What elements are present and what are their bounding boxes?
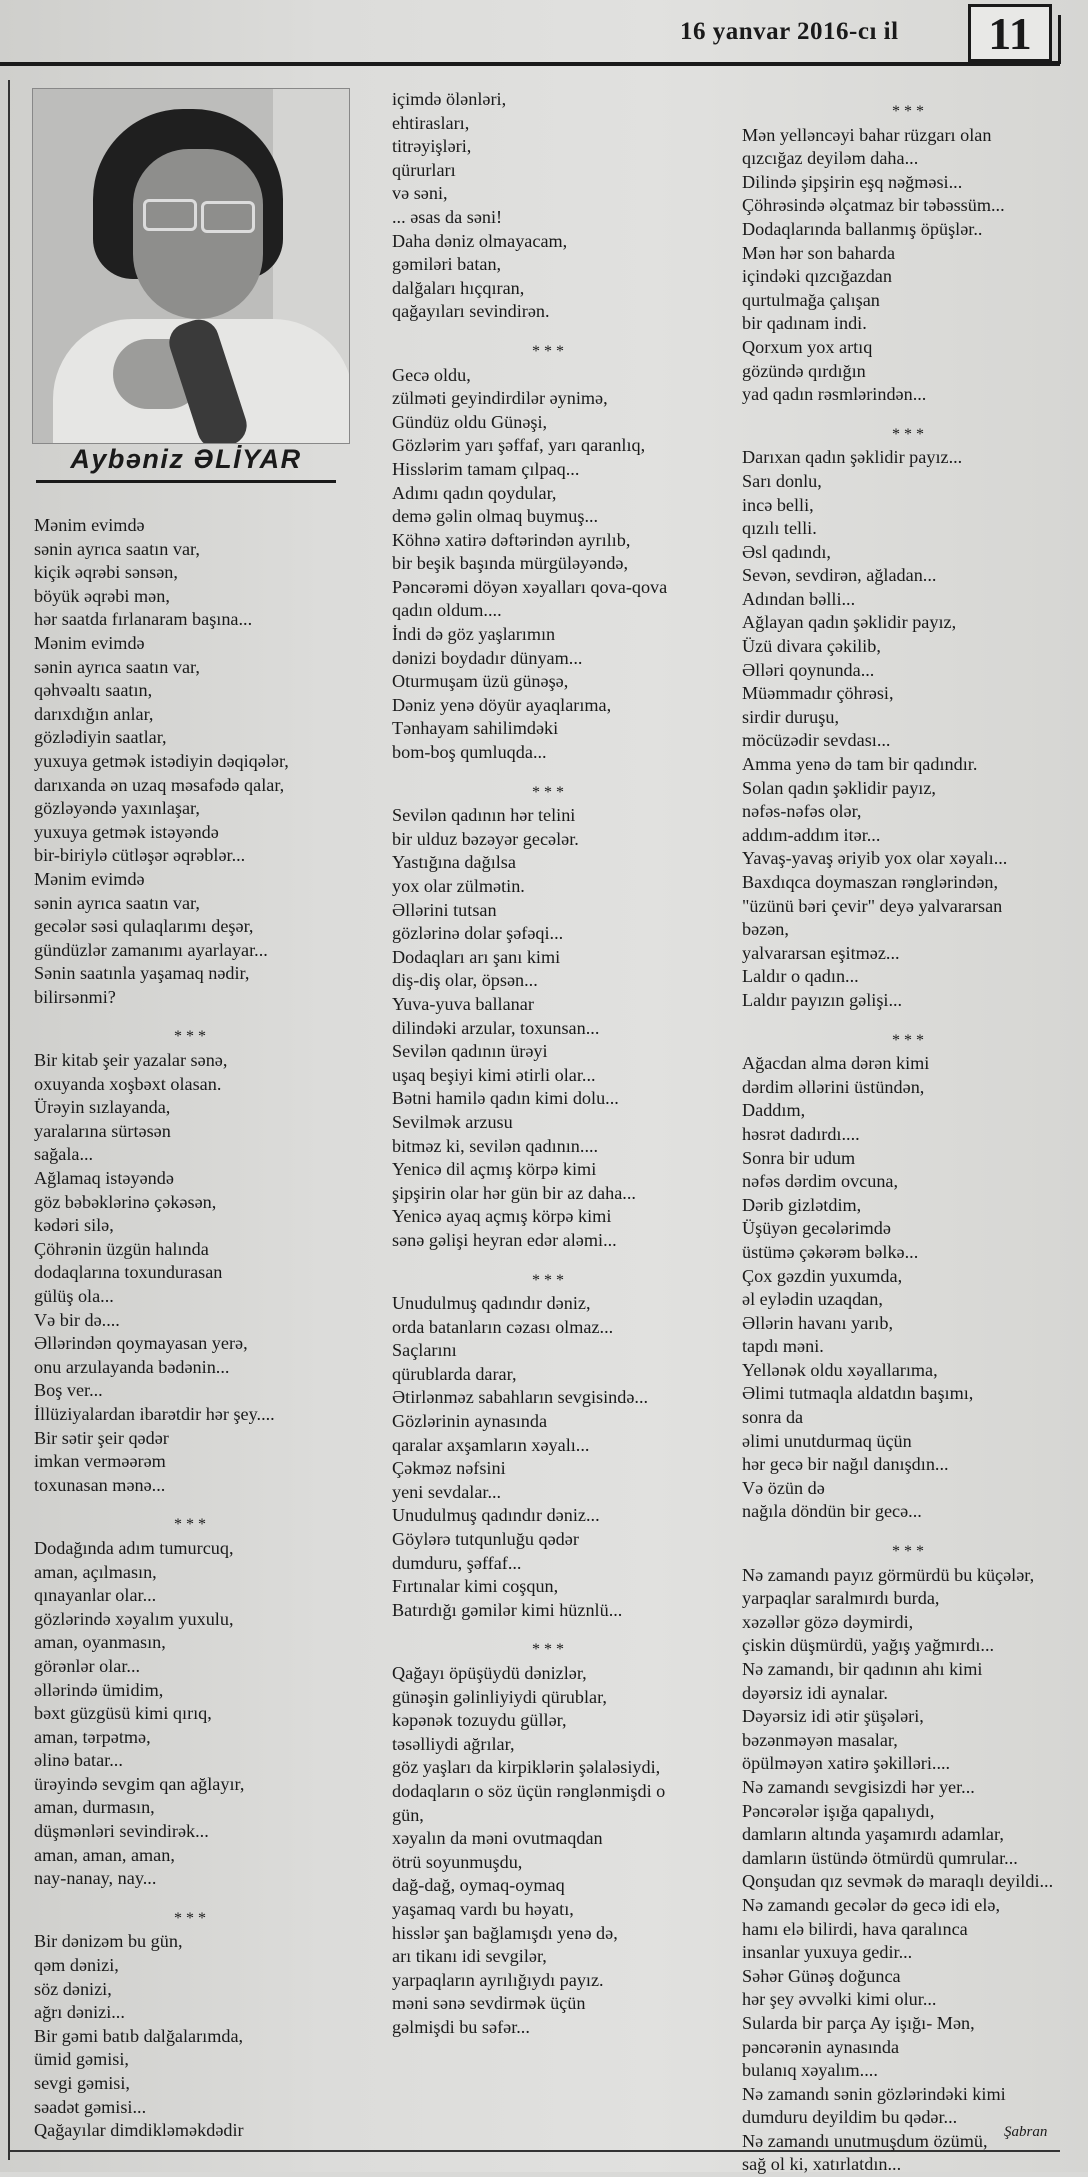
poem-line: bitməz ki, sevilən qadının.... (392, 1135, 599, 1156)
poem-line: möcüzədir sevdası... (742, 730, 891, 751)
poem-column-2 (392, 88, 732, 2040)
stanza-separator: * * * (892, 425, 924, 443)
poem-line: Dodağında adım tumurcuq, (34, 1537, 234, 1558)
poem-line: Saçlarını (392, 1340, 457, 1361)
poem-line: Əlləri qoynunda... (742, 659, 875, 680)
poem-line: qızılı telli. (742, 518, 817, 539)
poem-line: onu arzulayanda bədənin... (34, 1356, 230, 1377)
poem-line: Mənim evimdə (34, 515, 145, 535)
stanza-separator: * * * (532, 1641, 564, 1659)
poem-line: Daddım, (742, 1100, 806, 1121)
poem-line: imkan verməərəm (34, 1451, 166, 1472)
poem-line: addım-addım itər... (742, 824, 881, 845)
poem-line: əlimi unutdurmaq üçün (742, 1430, 912, 1451)
poem-line: Nə zamandı, bir qadının ahı kimi (742, 1659, 983, 1679)
poem-line: yuxuya getmək istəyəndə (34, 821, 219, 842)
poem-line: gəmiləri batan, (392, 254, 502, 275)
poem-line: Ağacdan alma dərən kimi (742, 1053, 930, 1074)
poem-line: dəyərsiz idi aynalar. (742, 1682, 888, 1703)
stanza-gap (392, 1622, 732, 1638)
poem-line: aman, durmasın, (34, 1797, 155, 1818)
poem-line: Sonra bir udum (742, 1147, 856, 1168)
poem-line: sağ ol ki, xatırlatdın... (742, 2154, 902, 2175)
poem-line: dağ-dağ, oymaq-oymaq (392, 1875, 565, 1896)
poem-line: Ağlayan qadın şəklidir payız, (742, 612, 957, 633)
poem-line: Qağayılar dimdikləməkdədir (34, 2120, 244, 2141)
poem-line: Baxdıqca doymaszan rənglərindən, (742, 872, 999, 892)
poem-line: Hisslərim tamam çılpaq... (392, 458, 580, 479)
poem-line: Sevilmək arzusu (392, 1111, 513, 1132)
poem-line: qadın oldum.... (392, 600, 502, 621)
poem-line: Dərib gizlətdim, (742, 1194, 862, 1215)
poem-line: Üşüyən gecələrimdə (742, 1218, 891, 1239)
poem-line: Darıxan qadın şəklidir payız... (742, 447, 963, 468)
stanza-gap (34, 1009, 344, 1025)
poem-line: gözlərində xəyalım yuxulu, (34, 1608, 234, 1629)
poem-line: aman, aman, aman, (34, 1844, 175, 1865)
poem-line: Unudulmuş qadındır dəniz... (392, 1505, 600, 1526)
stanza-separator: * * * (174, 1909, 206, 1927)
poem-line: toxunasan mənə... (34, 1474, 166, 1495)
poem-line: gözlərinə dolar şəfəqi... (392, 923, 564, 944)
poem-line: bəzənməyən masalar, (742, 1729, 898, 1750)
poem-line: söz dənizi, (34, 1978, 112, 1999)
poem-line: Fırtınalar kimi coşqun, (392, 1576, 559, 1597)
poem-line: Göylərə tutqunluğu qədər (392, 1529, 579, 1550)
stanza-separator: * * * (892, 1543, 924, 1561)
poem-line: Bir dənizəm bu gün, (34, 1931, 183, 1952)
page-number: 11 (968, 4, 1052, 62)
poem-line: oxuyanda xoşbəxt olasan. (34, 1073, 222, 1094)
poem-line: kədəri silə, (34, 1215, 114, 1236)
poem-line: Bir gəmi batıb dalğalarımda, (34, 2025, 244, 2046)
poem-line: kəpənək tozuydu güllər, (392, 1710, 567, 1731)
poem-line: dodaqlarına toxundurasan (34, 1262, 223, 1283)
poem-line: İllüziyalardan ibarətdir hər şey.... (34, 1403, 275, 1424)
poem-line: aman, açılmasın, (34, 1561, 157, 1582)
poem-line: Oturmuşam üzü günəşə, (392, 671, 569, 692)
poem-line: Çöhrənin üzgün halında (34, 1238, 209, 1259)
poem-line: uşaq beşiyi kimi ətirli olar... (392, 1064, 596, 1085)
poem-line: bulanıq xəyalım.... (742, 2060, 878, 2081)
poem-line: düşmənləri sevindirək... (34, 1821, 209, 1842)
poem-line: Mən hər son baharda (742, 242, 896, 263)
poem-line: Ürəyin sızlayanda, (34, 1097, 171, 1118)
poem-line: bom-boş qumluqda... (392, 742, 547, 763)
poem-line: böyük əqrəbi mən, (34, 585, 170, 606)
poem-line: Ağlamaq istəyəndə (34, 1168, 174, 1189)
poem-line: bilirsənmi? (34, 986, 116, 1007)
poem-line: Pəncərələr işığa qapalıydı, (742, 1800, 935, 1821)
poem-line: Sənin saatınla yaşamaq nədir, (34, 963, 250, 984)
poem-line: incə belli, (742, 494, 814, 515)
poem-line: Nə zamandı gecələr də gecə idi elə, (742, 1894, 1001, 1915)
poem-line: Əllərindən qoymayasan yerə, (34, 1333, 248, 1354)
poem-line: Dodaqlarında ballanmış öpüşlər.. (742, 218, 983, 239)
stanza-gap (392, 765, 732, 781)
poem-line: əllərində ümidim, (34, 1679, 164, 1700)
poem-line: İndi də göz yaşlarımın (392, 624, 556, 645)
poem-line: Dodaqları arı şanı kimi (392, 946, 561, 967)
poem-line: qəm dənizi, (34, 1955, 119, 1976)
poem-line: darıxdığın anlar, (34, 703, 154, 724)
poem-line: Laldır payızın gəlişi... (742, 989, 903, 1010)
poem-line: sağala... (34, 1144, 94, 1165)
issue-date: 16 yanvar 2016-cı il (680, 18, 899, 45)
author-name: Aybəniz ƏLİYAR (36, 444, 336, 483)
poem-line: Sarı donlu, (742, 470, 822, 491)
poem-line: Yavaş-yavaş əriyib yox olar xəyalı... (742, 848, 1008, 869)
poem-line: sənə gəlişi heyran edər aləmi... (392, 1229, 617, 1250)
poem-line: gündüzlər zamanımı ayarlayar... (34, 939, 268, 960)
poem-line: sevgi gəmisi, (34, 2073, 130, 2093)
poem-line: məni sənə sevdirmək üçün (392, 1993, 586, 2014)
poem-line: Əllərin havanı yarıb, (742, 1312, 894, 1333)
poem-line: nəfəs dərdim ovcuna, (742, 1171, 899, 1192)
poem-line: Və özün də (742, 1477, 825, 1498)
stanza-separator: * * * (532, 783, 564, 801)
poem-line: zülməti geyindirdilər əynimə, (392, 388, 608, 409)
poem-line: Bir kitab şeir yazalar sənə, (34, 1050, 228, 1071)
poem-line: qınayanlar olar... (34, 1585, 157, 1606)
poem-line: nağıla döndün bir gecə... (742, 1501, 922, 1522)
left-rule (8, 80, 10, 2160)
poem-line: Və bir də.... (34, 1309, 120, 1330)
poem-line: Yenicə dil açmış körpə kimi (392, 1159, 597, 1180)
poem-line: Batırdığı gəmilər kimi hüznlü... (392, 1599, 623, 1620)
poem-line: Dəyərsiz idi ətir şüşələri, (742, 1706, 924, 1727)
poem-line: ürəyində sevgim qan ağlayır, (34, 1773, 245, 1794)
poem-line: darıxanda ən uzaq məsafədə qalar, (34, 774, 285, 795)
poem-line: gözündə qırdığın (742, 360, 866, 381)
poem-line: damların üstündə ötmürdü qumrular... (742, 1847, 1018, 1868)
poem-line: gecələr səsi qulaqlarımı deşər, (34, 916, 254, 937)
poem-line: sənin ayrıca saatın var, (34, 538, 200, 559)
poem-line: qaralar axşamların xəyalı... (392, 1434, 590, 1455)
author-photo (32, 88, 350, 444)
poem-line: Müəmmadır çöhrəsi, (742, 683, 894, 704)
poem-line: Ətirlənməz sabahların sevgisində... (392, 1387, 649, 1408)
poem-line: Qonşudan qız sevmək də maraqlı deyildi... (742, 1871, 1054, 1892)
poem-line: yeni sevdalar... (392, 1481, 502, 1502)
poem-line: Dilində şipşirin eşq nəğməsi... (742, 171, 963, 192)
poem-line: Yellənək oldu xəyallarıma, (742, 1359, 938, 1380)
poem-line: bəzən, (742, 919, 789, 940)
poem-line: Gözlərinin aynasında (392, 1411, 548, 1432)
poem-line: Qorxum yox artıq (742, 336, 873, 357)
poem-line: öpülməyən xatirə şəkilləri.... (742, 1753, 951, 1774)
poem-line: göz yaşları da kirpiklərin şəlaləsiydi, (392, 1757, 661, 1778)
poem-line: sirdir duruşu, (742, 706, 839, 727)
poem-line: nay-nanay, nay... (34, 1868, 157, 1889)
poem-line: ehtirasları, (392, 112, 470, 133)
poem-line: Səhər Günəş doğunca (742, 1965, 901, 1986)
poem-line: Solan qadın şəklidir payız, (742, 777, 936, 798)
poem-line: qəhvəaltı saatın, (34, 680, 153, 701)
poem-line: Mən yelləncəyi bahar rüzgarı olan (742, 124, 992, 145)
poem-line: əl eylədin uzaqdan, (742, 1289, 883, 1310)
poem-line: bir qadınam indi. (742, 313, 867, 334)
poem-line: tapdı məni. (742, 1336, 824, 1357)
poem-line: dilindəki arzular, toxunsan... (392, 1017, 600, 1038)
poem-line: Nə zamandı sənin gözlərindəki kimi (742, 2083, 1006, 2104)
poem-line: bəxt güzgüsü kimi qırıq, (34, 1703, 212, 1724)
poem-line: yox olar zülmətin. (392, 876, 525, 896)
stanza-separator: * * * (892, 103, 924, 120)
poem-line: Əllərini tutsan (392, 899, 497, 920)
poem-line: çiskin düşmürdü, yağış yağmırdı... (742, 1635, 995, 1656)
poem-line: "üzünü bəri çevir" deyə yalvararsan (742, 895, 1003, 916)
poem-line: dodaqların o söz üçün rənglənmişdi o (392, 1780, 666, 1801)
stanza-gap (392, 324, 732, 340)
poem-line: Çəkməz nəfsini (392, 1458, 506, 1479)
poem-line: sonra da (742, 1407, 804, 1428)
poem-line: yaralarına sürtəsən (34, 1120, 171, 1141)
page-header (0, 0, 1088, 64)
stanza-gap (34, 1891, 344, 1907)
poem-line: Yenicə ayaq açmış körpə kimi (392, 1206, 612, 1227)
poem-line: Bir sətir şeir qədər (34, 1427, 169, 1448)
poem-line: Sevilən qadının hər telini (392, 805, 576, 826)
poem-line: şipşirin olar hər gün bir az daha... (392, 1182, 636, 1203)
poem-line: insanlar yuxuya gedir... (742, 1942, 913, 1963)
poem-line: həsrət dadırdı.... (742, 1123, 860, 1144)
poem-line: Sevən, sevdirən, ağladan... (742, 565, 937, 586)
poem-line: yuxuya getmək istədiyin dəqiqələr, (34, 750, 289, 771)
poem-line: əlinə batar... (34, 1750, 123, 1771)
stanza-gap (34, 1497, 344, 1513)
poem-line: nəfəs-nəfəs olər, (742, 801, 862, 822)
poem-line: gözlədiyin saatlar, (34, 727, 167, 748)
poem-line: Üzü divara çəkilib, (742, 636, 881, 657)
poem-line: Sevilən qadının ürəyi (392, 1041, 548, 1062)
stanza-separator: * * * (174, 1028, 206, 1046)
poem-line: Əlimi tutmaqla aldatdın başımı, (742, 1383, 974, 1404)
poem-line: Köhnə xatirə dəftərindən ayrılıb, (392, 529, 631, 550)
poem-line: Unudulmuş qadındır dəniz, (392, 1293, 591, 1314)
poem-line: sənin ayrıca saatın var, (34, 892, 200, 913)
poem-line: Pəncərəmi döyən xəyalları qova-qova (392, 576, 668, 597)
poem-line: aman, tərpətmə, (34, 1726, 151, 1747)
poem-line: damların altında yaşamırdı adamlar, (742, 1824, 1004, 1845)
stanza-gap (742, 407, 1082, 423)
location-signature: Şabran (1004, 2124, 1048, 2140)
poem-line: qağayıları sevindirən. (392, 301, 550, 322)
poem-line: göz bəbəklərinə çəkəsən, (34, 1191, 217, 1212)
poem-line: görənlər olar... (34, 1655, 141, 1676)
poem-line: gülüş ola... (34, 1286, 114, 1306)
poem-line: səadət gəmisi... (34, 2096, 147, 2117)
poem-line: bir beşik başında mürgüləyəndə, (392, 553, 629, 574)
poem-line: günəşin gəlinliyiydi qürublar, (392, 1686, 607, 1707)
poem-column-1 (34, 514, 344, 2143)
poem-line: hər saatda fırlanaram başına... (34, 609, 253, 630)
poem-line: bir-biriylə cütləşər əqrəblər... (34, 845, 246, 866)
poem-line: titrəyişləri, (392, 136, 472, 157)
poem-line: ümid gəmisi, (34, 2049, 129, 2070)
poem-line: hisslər şan bağlamışdı yenə də, (392, 1922, 618, 1943)
poem-line: Əsl qadındı, (742, 541, 831, 562)
poem-line: gəlmişdi bu səfər... (392, 2016, 530, 2037)
poem-line: Mənim evimdə (34, 868, 145, 889)
poem-line: yarpaqların ayrılığıydı payız. (392, 1969, 604, 1990)
poem-line: Gözlərim yarı şəffaf, yarı qaranlıq, (392, 435, 646, 456)
poem-line: qürublarda darar, (392, 1363, 517, 1384)
poem-line: aman, oyanmasın, (34, 1632, 166, 1653)
poem-line: Gündüz oldu Günəşi, (392, 411, 548, 432)
poem-column-3 (742, 100, 1082, 2177)
stanza-separator: * * * (532, 1271, 564, 1289)
poem-line: içimdə ölənləri, (392, 89, 507, 109)
poem-line: orda batanların cəzası olmaz... (392, 1316, 614, 1337)
poem-line: Çöhrəsində əlçatmaz bir təbəssüm... (742, 195, 1005, 216)
poem-line: ... əsas da səni! (392, 206, 503, 227)
stanza-separator: * * * (174, 1516, 206, 1534)
stanza-gap (742, 1524, 1082, 1540)
poem-line: Mənim evimdə (34, 632, 145, 653)
poem-line: qürurları (392, 159, 456, 180)
poem-line: sənin ayrıca saatın var, (34, 656, 200, 677)
poem-line: Sularda bir parça Ay işığı- Mən, (742, 2012, 975, 2033)
poem-line: yaşamaq vardı bu həyatı, (392, 1898, 574, 1919)
poem-line: hər gecə bir nağıl danışdın... (742, 1454, 949, 1475)
poem-line: Yuva-yuva ballanar (392, 993, 534, 1014)
poem-line: Gecə oldu, (392, 364, 471, 385)
poem-line: Nə zamandı unutmuşdum özümü, (742, 2130, 988, 2151)
poem-line: hər şey əvvəlki kimi olur... (742, 1989, 937, 2010)
poem-line: Laldır o qadın... (742, 966, 859, 987)
poem-line: Yastığına dağılsa (392, 852, 516, 873)
poem-line: xəzəllər gözə dəymirdi, (742, 1611, 914, 1632)
poem-line: Qağayı öpüşüydü dənizlər, (392, 1663, 587, 1683)
header-rule (0, 62, 1060, 66)
poem-line: və səni, (392, 183, 448, 204)
stanza-separator: * * * (532, 342, 564, 360)
poem-line: içindəki qızcığazdan (742, 266, 892, 287)
poem-line: dərdim əllərini üstündən, (742, 1076, 925, 1097)
poem-line: Tənhayam sahilimdəki (392, 718, 559, 739)
poem-line: Bətni hamilə qadın kimi dolu... (392, 1088, 619, 1109)
poem-line: Adımı qadın qoydular, (392, 482, 557, 503)
poem-line: ağrı dənizi... (34, 2002, 125, 2023)
poem-line: demə gəlin olmaq buymuş... (392, 506, 599, 527)
poem-line: dalğaları hıçqıran, (392, 277, 525, 298)
poem-line: dumduru deyildim bu qədər... (742, 2107, 958, 2128)
poem-line: Nə zamandı payız görmürdü bu küçələr, (742, 1564, 1035, 1585)
poem-line: qurtulmağa çalışan (742, 289, 880, 310)
poem-line: Boş ver... (34, 1380, 103, 1401)
poem-line: dumduru, şəffaf... (392, 1552, 522, 1573)
poem-line: üstümə çəkərəm bəlkə... (742, 1241, 919, 1262)
poem-line: ötrü soyunmuşdu, (392, 1851, 523, 1872)
poem-line: Nə zamandı sevgisizdi hər yer... (742, 1776, 975, 1797)
poem-line: bir ulduz bəzəyər gecələr. (392, 828, 579, 849)
poem-line: yad qadın rəsmlərindən... (742, 384, 927, 405)
poem-line: gün, (392, 1804, 424, 1825)
stanza-gap (392, 1253, 732, 1269)
poem-line: Amma yenə də tam bir qadındır. (742, 754, 978, 775)
poem-line: yarpaqlar saralmırdı burda, (742, 1588, 940, 1609)
poem-line: arı tikanı idi sevgilər, (392, 1946, 547, 1967)
poem-line: kiçik əqrəbi sənsən, (34, 562, 178, 583)
poem-line: Çox gəzdin yuxumda, (742, 1265, 903, 1286)
poem-line: yalvararsan eşitməz... (742, 942, 900, 963)
poem-line: gözləyəndə yaxınlaşar, (34, 798, 200, 819)
poem-line: Daha dəniz olmayacam, (392, 230, 568, 251)
poem-line: pəncərənin aynasında (742, 2036, 900, 2057)
poem-line: Adından bəlli... (742, 588, 856, 609)
poem-line: hamı elə bilirdi, hava qaralınca (742, 1918, 968, 1939)
stanza-separator: * * * (892, 1031, 924, 1049)
poem-line: qızcığaz deyiləm daha... (742, 148, 919, 169)
poem-line: xəyalın da məni ovutmaqdan (392, 1828, 603, 1849)
poem-line: dənizi boydadır dünyam... (392, 647, 583, 668)
stanza-gap (742, 1013, 1082, 1029)
poem-line: Dəniz yenə döyür ayaqlarıma, (392, 694, 612, 715)
poem-line: təsəlliydi ağrılar, (392, 1733, 515, 1754)
poem-line: diş-diş olar, öpsən... (392, 970, 538, 991)
